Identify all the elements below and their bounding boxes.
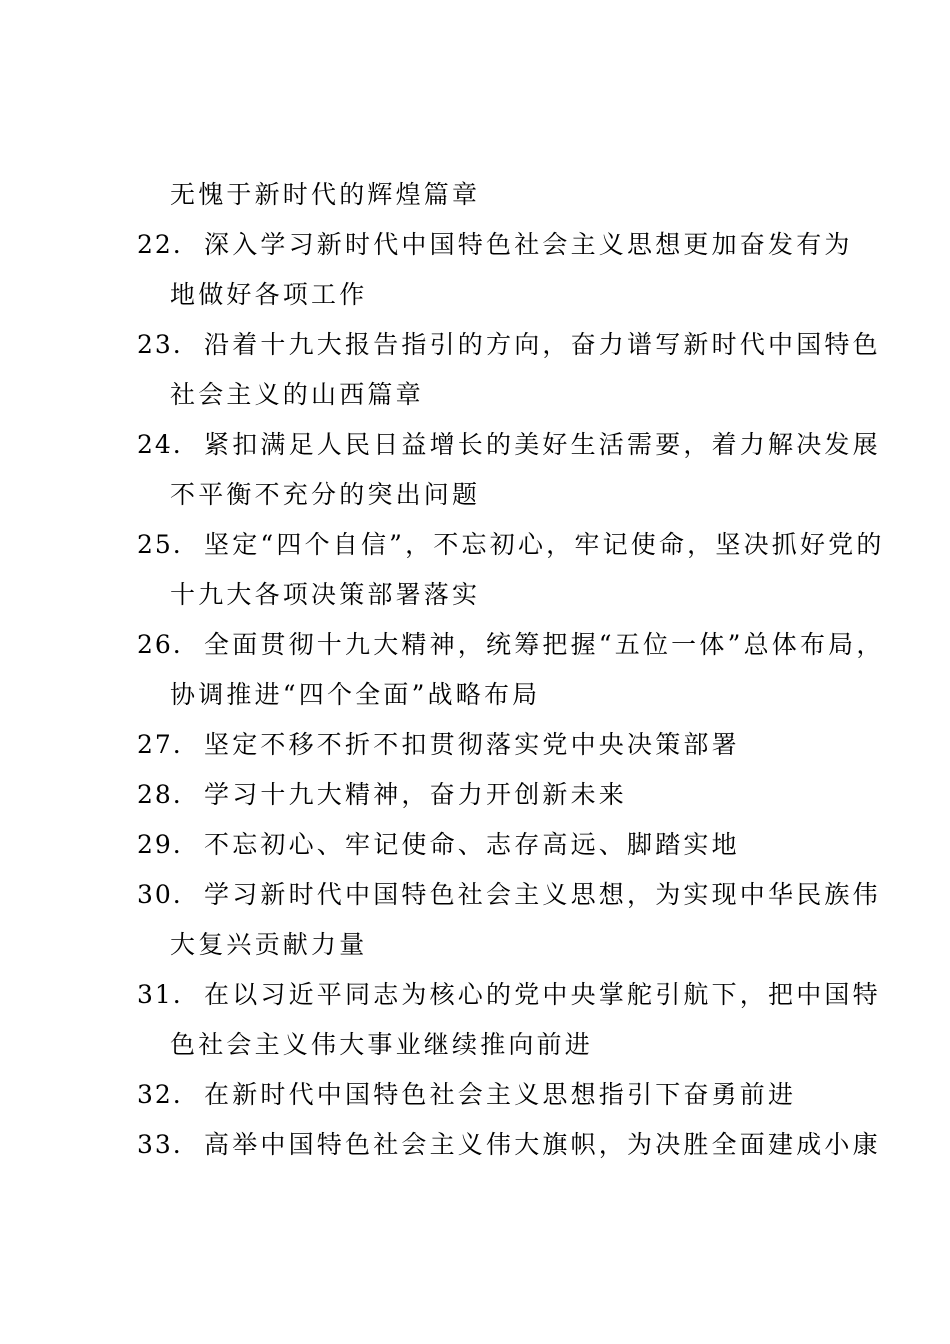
list-item-continuation — [0, 170, 950, 220]
item-text: 社会主义的山西篇章 — [170, 380, 424, 409]
item-text: 紧扣满足人民日益增长的美好生活需要，着力解决发展 — [204, 430, 881, 459]
item-text: 在新时代中国特色社会主义思想指引下奋勇前进 — [204, 1080, 797, 1109]
item-number: 26. — [137, 630, 183, 659]
list-item — [0, 620, 950, 670]
item-number: 29. — [137, 830, 183, 859]
list-item-wrap — [0, 370, 950, 420]
list-item-wrap — [0, 920, 950, 970]
list-item-wrap — [0, 570, 950, 620]
item-text: 高举中国特色社会主义伟大旗帜，为决胜全面建成小康 — [204, 1130, 881, 1159]
item-text: 坚定不移不折不扣贯彻落实党中央决策部署 — [204, 730, 740, 759]
item-text: 深入学习新时代中国特色社会主义思想更加奋发有为 — [204, 230, 853, 259]
item-number: 25. — [137, 530, 183, 559]
item-number: 32. — [137, 1080, 183, 1109]
list-item — [0, 220, 950, 270]
item-text: 沿着十九大报告指引的方向，奋力谱写新时代中国特色 — [204, 330, 881, 359]
item-number: 22. — [137, 230, 183, 259]
list-item-wrap — [0, 470, 950, 520]
title-list — [0, 170, 950, 1170]
item-number: 31. — [137, 980, 183, 1009]
item-text: 无愧于新时代的辉煌篇章 — [170, 180, 481, 209]
item-text: 十九大各项决策部署落实 — [170, 580, 481, 609]
item-text: 不忘初心、牢记使命、志存高远、脚踏实地 — [204, 830, 740, 859]
item-text: 学习十九大精神，奋力开创新未来 — [204, 780, 628, 809]
list-item-wrap — [0, 270, 950, 320]
item-number: 33. — [137, 1130, 183, 1159]
list-item — [0, 770, 950, 820]
list-item — [0, 1120, 950, 1170]
item-number: 27. — [137, 730, 183, 759]
list-item — [0, 1070, 950, 1120]
list-item — [0, 720, 950, 770]
item-text: 在以习近平同志为核心的党中央掌舵引航下，把中国特 — [204, 980, 881, 1009]
item-number: 23. — [137, 330, 183, 359]
item-text: 色社会主义伟大事业继续推向前进 — [170, 1030, 594, 1059]
list-item — [0, 820, 950, 870]
item-number: 30. — [137, 880, 183, 909]
item-number: 28. — [137, 780, 183, 809]
list-item — [0, 870, 950, 920]
item-text: 学习新时代中国特色社会主义思想，为实现中华民族伟 — [204, 880, 881, 909]
list-item-wrap — [0, 670, 950, 720]
item-number: 24. — [137, 430, 183, 459]
item-text: 协调推进“四个全面”战略布局 — [170, 680, 541, 709]
item-text: 地做好各项工作 — [170, 280, 368, 309]
list-item — [0, 320, 950, 370]
list-item — [0, 420, 950, 470]
item-text: 全面贯彻十九大精神，统筹把握“五位一体”总体布局， — [204, 630, 885, 659]
item-text: 不平衡不充分的突出问题 — [170, 480, 481, 509]
item-text: 大复兴贡献力量 — [170, 930, 368, 959]
list-item — [0, 520, 950, 570]
list-item-wrap — [0, 1020, 950, 1070]
item-text: 坚定“四个自信”，不忘初心，牢记使命，坚决抓好党的 — [204, 530, 885, 559]
list-item — [0, 970, 950, 1020]
